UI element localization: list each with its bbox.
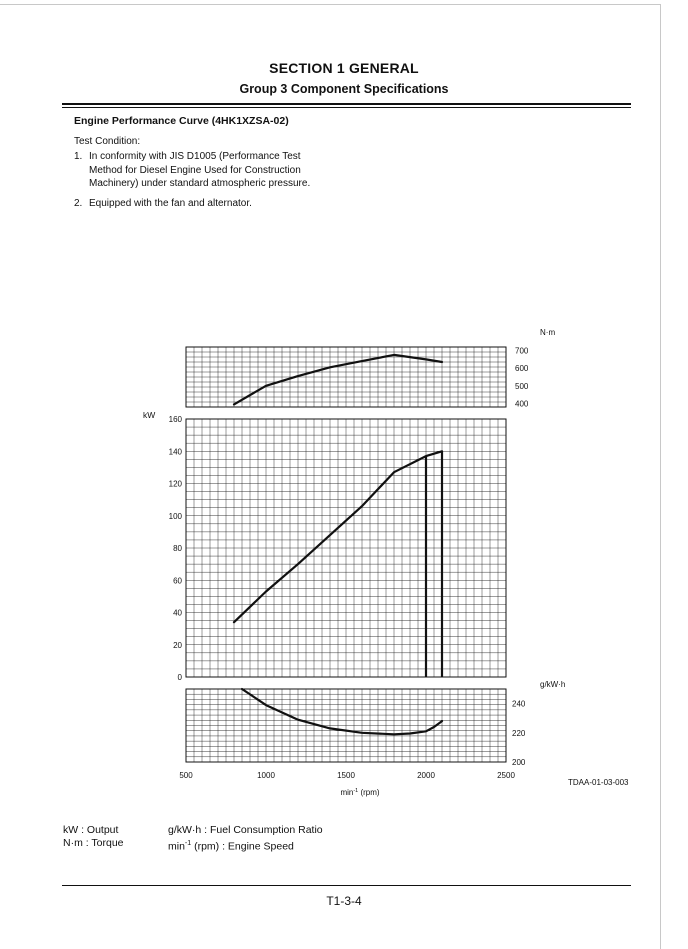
grid-panel-2 bbox=[186, 689, 506, 762]
torque-tick-label: 400 bbox=[515, 399, 529, 409]
output-tick-label: 80 bbox=[173, 544, 182, 553]
output-tick-label: 60 bbox=[173, 576, 182, 586]
x-tick-label: 500 bbox=[179, 771, 193, 780]
fuel_consumption-curve bbox=[242, 689, 442, 734]
x-tick-label: 2500 bbox=[497, 771, 515, 780]
legend-torque: N·m : Torque bbox=[63, 837, 124, 849]
figure-heading: Engine Performance Curve (4HK1XZSA-02) bbox=[74, 115, 289, 127]
output-tick-label: 120 bbox=[168, 479, 182, 489]
footer-rule bbox=[62, 885, 631, 886]
page-number: T1-3-4 bbox=[326, 894, 362, 908]
output-tick-label: 0 bbox=[177, 673, 182, 682]
condition-number: 2. bbox=[74, 197, 83, 209]
group-title: Group 3 Component Specifications bbox=[239, 82, 449, 96]
figure-code: TDAA-01-03-003 bbox=[568, 778, 629, 787]
output-tick-label: 20 bbox=[173, 640, 182, 650]
torque-tick-label: 500 bbox=[515, 381, 529, 391]
fuel-unit-label: g/kW·h bbox=[540, 680, 566, 689]
x-tick-label: 1000 bbox=[257, 771, 275, 780]
grid-panel-1 bbox=[186, 419, 506, 677]
x-tick-label: 1500 bbox=[337, 771, 355, 780]
legend-output: kW : Output bbox=[63, 824, 119, 836]
output-tick-label: 100 bbox=[168, 511, 182, 521]
torque-tick-label: 600 bbox=[515, 364, 529, 374]
fuel-tick-label: 240 bbox=[512, 699, 526, 709]
test-condition-label: Test Condition: bbox=[74, 136, 141, 147]
fuel-tick-label: 200 bbox=[512, 758, 526, 767]
legend-fuel: g/kW·h : Fuel Consumption Ratio bbox=[168, 824, 323, 836]
x-tick-label: 2000 bbox=[417, 771, 435, 780]
output-tick-label: 160 bbox=[168, 415, 182, 424]
condition-line: In conformity with JIS D1005 (Performance Test bbox=[89, 151, 301, 162]
output-unit-label: kW bbox=[143, 410, 156, 420]
legend-left bbox=[63, 824, 124, 850]
condition-line: Equipped with the fan and alternator. bbox=[89, 197, 252, 209]
x-axis-label: $\min^{-1} (rpm)$ bbox=[340, 788, 380, 797]
section-title: SECTION 1 GENERAL bbox=[269, 60, 419, 76]
condition-line: Machinery) under standard atmospheric pressure. bbox=[89, 178, 311, 189]
fuel-tick-label: 220 bbox=[512, 728, 526, 738]
condition-line: Method for Diesel Engine Used for Construction bbox=[89, 164, 301, 176]
legend-speed: $\min^{-1} (rpm)$ : Engine Speed bbox=[168, 840, 294, 853]
torque-unit-label: N·m bbox=[540, 328, 556, 337]
output-tick-label: 140 bbox=[168, 447, 182, 457]
legend-right bbox=[168, 824, 323, 854]
output-tick-label: 40 bbox=[173, 608, 182, 618]
condition-number: 1. bbox=[74, 151, 83, 162]
grid-panel-0 bbox=[186, 347, 506, 407]
torque-tick-label: 700 bbox=[515, 346, 529, 356]
